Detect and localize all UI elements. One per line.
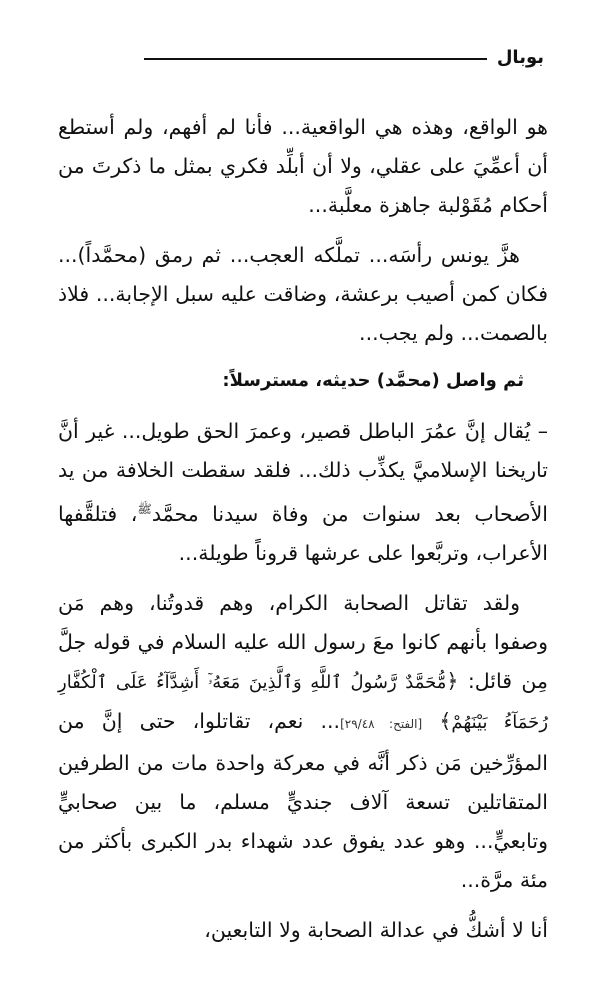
paragraph-3 <box>58 412 548 573</box>
paragraph-5-text: أنا لا أشكُّ في عدالة الصحابة ولا التابعين، <box>204 917 548 942</box>
paragraph-1 <box>58 108 548 225</box>
quran-verse: مُّحَمَّدٌ رَّسُولُ ٱللَّهِ وَٱلَّذِينَ مَعَهُۥٓ أَشِدَّآءُ عَلَى ٱلْكُفَّارِ رُحَمَآءُ بَيْنَهُمْ <box>58 671 549 733</box>
paragraph-3-text-after: ، فتلقَّفها الأعراب، وتربَّعوا على عرشها قروناً طويلة... <box>58 501 548 565</box>
quran-close-bracket: ﴾ <box>439 708 452 733</box>
honorific-mark: ﷺ <box>137 502 152 516</box>
paragraph-4-text-before: ولقد تقاتل الصحابة الكرام، وهم قدوتُنا، وهم مَن وصفوا بأنهم كانوا معَ رسول الله عليه السلام في قوله جلَّ مِن قائل: <box>58 590 548 693</box>
dialog-heading-text: ثم واصل (محمَّد) حديثه، مسترسلاً: <box>222 370 524 391</box>
verse-reference: [الفتح: ٢٩/٤٨] <box>340 716 423 731</box>
paragraph-2-text: هزَّ يونس رأسَه... تملَّكه العجب... ثم رمق (محمَّداً)... فكان كمن أصيب برعشة، وضاقت عليه سبل الإجابة... فلاذ بالصمت... ولم يجب... <box>58 243 548 345</box>
paragraph-5 <box>58 911 548 950</box>
body-text <box>58 108 548 961</box>
paragraph-4-text-after: ... نعم، تقاتلوا، حتى إنَّ من المؤرِّخين مَن ذكر أنَّه في معركة واحدة مات من الطرفين المتقاتلين تسعة آلاف جنديٍّ مسلم، ما بين صحابيٍّ وتابعيٍّ... وهو عدد يفوق عدد شهداء بدر الكبرى بأكثر من مئة مرَّة... <box>58 708 548 892</box>
paragraph-4 <box>58 584 548 900</box>
dialog-heading <box>58 364 548 398</box>
running-header <box>144 44 544 72</box>
header-title: بوبال <box>496 47 544 68</box>
header-rule <box>144 58 487 60</box>
paragraph-3-text: – يُقال إنَّ عمُرَ الباطل قصير، وعمرَ الحق طويل... غير أنَّ تاريخنا الإسلاميَّ يكذِّب ذلك... فلقد سقطت الخلافة من يد الأصحاب بعد سنوات من وفاة سيدنا محمَّد <box>58 419 548 526</box>
paragraph-1-text: هو الواقع، وهذه هي الواقعية... فأنا لم أفهم، ولم أستطع أن أعمِّيَ على عقلي، ولا أن أبلِّد فكري بمثل ما ذكرتَ من أحكام مُقَوْلبة جاهزة معلَّبة... <box>58 115 548 217</box>
quran-open-bracket: ﴿ <box>446 668 459 693</box>
paragraph-2 <box>58 236 548 353</box>
